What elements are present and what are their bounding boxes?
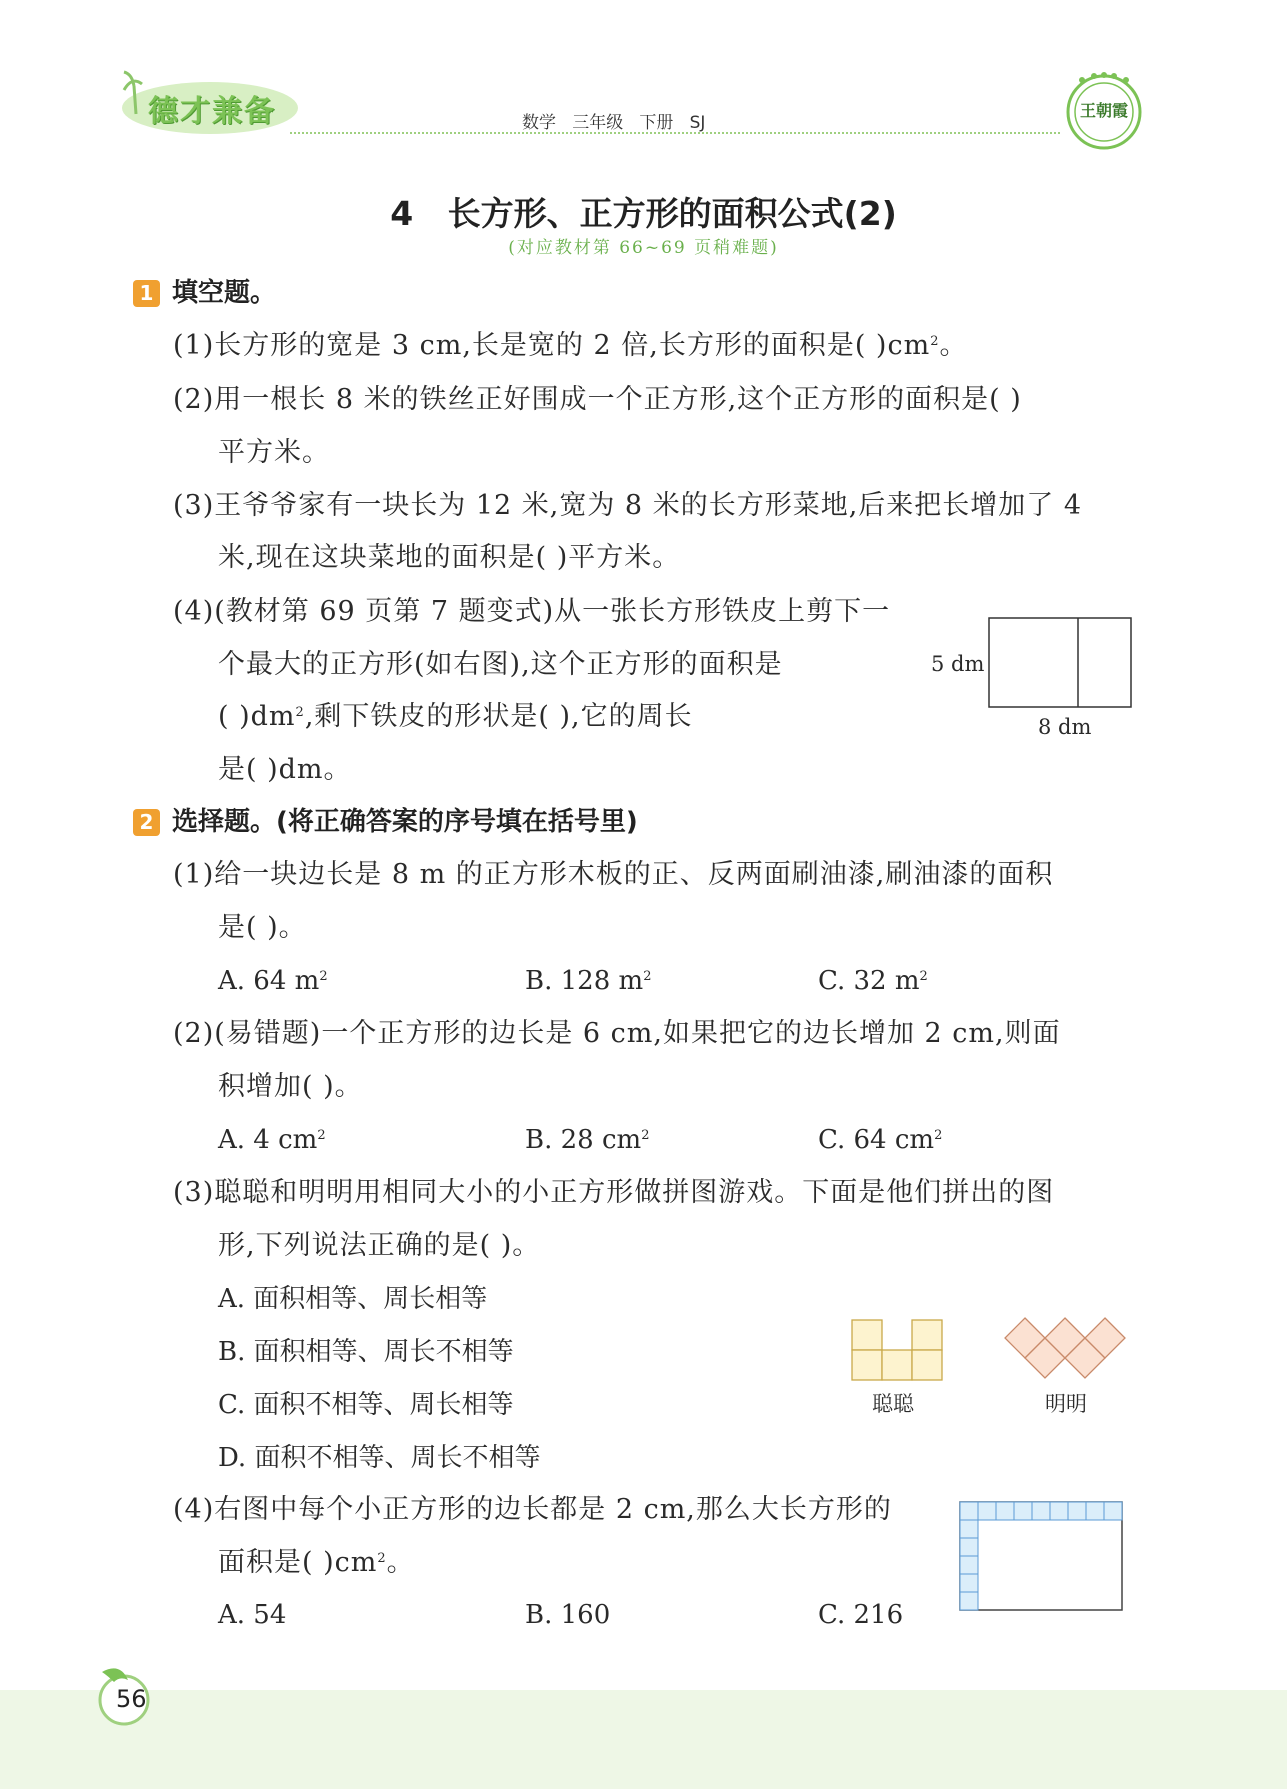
choice-q4-line2: 面积是( )$cm^2$。 — [218, 1547, 415, 1578]
choice-q2-line2: 积增加( )。 — [218, 1071, 363, 1102]
choice-q1-option-c: C. 32 $m^2$ — [818, 966, 928, 996]
choice-q3-line2: 形,下列说法正确的是( )。 — [218, 1230, 541, 1261]
choice-q4-option-a: A. 54 — [218, 1600, 287, 1630]
section-2-title: 选择题。(将正确答案的序号填在括号里) — [172, 807, 638, 837]
section-1-number: 1 — [133, 280, 160, 307]
congcong-label: 聪聪 — [872, 1392, 914, 1416]
small-square — [978, 1502, 996, 1520]
fill-q4-line3: ( )$dm^2$,剩下铁皮的形状是( ),它的周长 — [218, 701, 693, 732]
fill-q3-line1: (3)王爷爷家有一块长为 12 米,宽为 8 米的长方形菜地,后来把长增加了 4 — [173, 490, 1083, 521]
choice-q3-line1: (3)聪聪和明明用相同大小的小正方形做拼图游戏。下面是他们拼出的图 — [173, 1177, 1055, 1208]
small-square — [960, 1538, 978, 1556]
seal-text: 王朝霞 — [1080, 101, 1129, 120]
choice-q2-option-c: C. 64 $cm^2$ — [818, 1125, 943, 1155]
choice-q1-line1: (1)给一块边长是 8 m 的正方形木板的正、反两面刷油漆,刷油漆的面积 — [173, 859, 1054, 890]
choice-q1-option-b: B. 128 $m^2$ — [525, 966, 652, 996]
choice-q4-line2-tail: 。 — [386, 1547, 415, 1578]
page-number: 56 — [116, 1685, 147, 1713]
mingming-figure — [1003, 1316, 1133, 1384]
section-1-heading — [133, 276, 276, 310]
choice-q4-line1: (4)右图中每个小正方形的边长都是 2 cm,那么大长方形的 — [173, 1494, 892, 1525]
fill-q2-line1: (2)用一根长 8 米的铁丝正好围成一个正方形,这个正方形的面积是( ) — [173, 384, 1022, 415]
choice-q4-line2-text: 面积是( )cm — [218, 1547, 378, 1578]
choice-q4-option-b: B. 160 — [525, 1600, 611, 1630]
small-square — [960, 1502, 978, 1520]
fill-q1-text: (1)长方形的宽是 3 cm,长是宽的 2 倍,长方形的面积是( )cm — [173, 330, 931, 361]
choice-q2-option-b: B. 28 $cm^2$ — [525, 1125, 650, 1155]
small-square — [1014, 1502, 1032, 1520]
section-2-heading — [133, 805, 638, 839]
rectangle-figure — [988, 617, 1133, 710]
choice-q2-line1: (2)(易错题)一个正方形的边长是 6 cm,如果把它的边长增加 2 cm,则面 — [173, 1018, 1061, 1049]
choice-q3-option-c: C. 面积不相等、周长相等 — [218, 1390, 514, 1420]
choice-q3-option-a: A. 面积相等、周长相等 — [218, 1284, 488, 1314]
fill-q4-line1: (4)(教材第 69 页第 7 题变式)从一张长方形铁皮上剪下一 — [173, 596, 891, 627]
choice-q4-option-c: C. 216 — [818, 1600, 904, 1630]
choice-q1-line2: 是( )。 — [218, 912, 307, 943]
fill-q3-line2: 米,现在这块菜地的面积是( )平方米。 — [218, 542, 681, 573]
lesson-title: 4 长方形、正方形的面积公式(2) — [390, 194, 897, 233]
choice-q2-option-a: A. 4 $cm^2$ — [218, 1125, 326, 1155]
small-square — [996, 1502, 1014, 1520]
figure-height-label: 5 dm — [931, 652, 985, 676]
choice-q3-option-b: B. 面积相等、周长不相等 — [218, 1337, 514, 1367]
fill-q4-line3-tail: ,剩下铁皮的形状是( ),它的周长 — [304, 701, 693, 732]
section-1-title: 填空题。 — [172, 278, 277, 308]
section-2-number: 2 — [133, 809, 160, 836]
small-square — [1032, 1502, 1050, 1520]
small-square — [1104, 1502, 1122, 1520]
small-square — [960, 1520, 978, 1538]
grid-rectangle-figure — [958, 1500, 1128, 1614]
small-square — [960, 1556, 978, 1574]
fill-q1: (1)长方形的宽是 3 cm,长是宽的 2 倍,长方形的面积是( )$cm^2$。 — [173, 330, 968, 361]
small-square — [1050, 1502, 1068, 1520]
small-square — [1068, 1502, 1086, 1520]
fill-q4-line3-text: ( )dm — [218, 701, 296, 732]
header-info: 数学 三年级 下册 SJ — [522, 113, 706, 133]
choice-q3-option-d: D. 面积不相等、周长不相等 — [218, 1443, 541, 1473]
fill-q2-line2: 平方米。 — [218, 437, 330, 468]
small-square — [960, 1592, 978, 1610]
brand-name: 德才兼备 — [148, 94, 276, 129]
footer-band — [0, 1690, 1287, 1789]
fill-q1-tail: 。 — [939, 330, 968, 361]
fill-q4-line4: 是( )dm。 — [218, 754, 352, 785]
lesson-subtitle: (对应教材第 66~69 页稍难题) — [508, 238, 779, 258]
small-square — [1086, 1502, 1104, 1520]
figure-width-label: 8 dm — [1038, 715, 1092, 739]
congcong-figure — [851, 1319, 946, 1383]
mingming-label: 明明 — [1045, 1392, 1087, 1416]
choice-q1-option-a: A. 64 $m^2$ — [218, 966, 328, 996]
fill-q4-line2: 个最大的正方形(如右图),这个正方形的面积是 — [218, 649, 783, 680]
small-square — [960, 1574, 978, 1592]
header-bar — [0, 60, 1287, 140]
